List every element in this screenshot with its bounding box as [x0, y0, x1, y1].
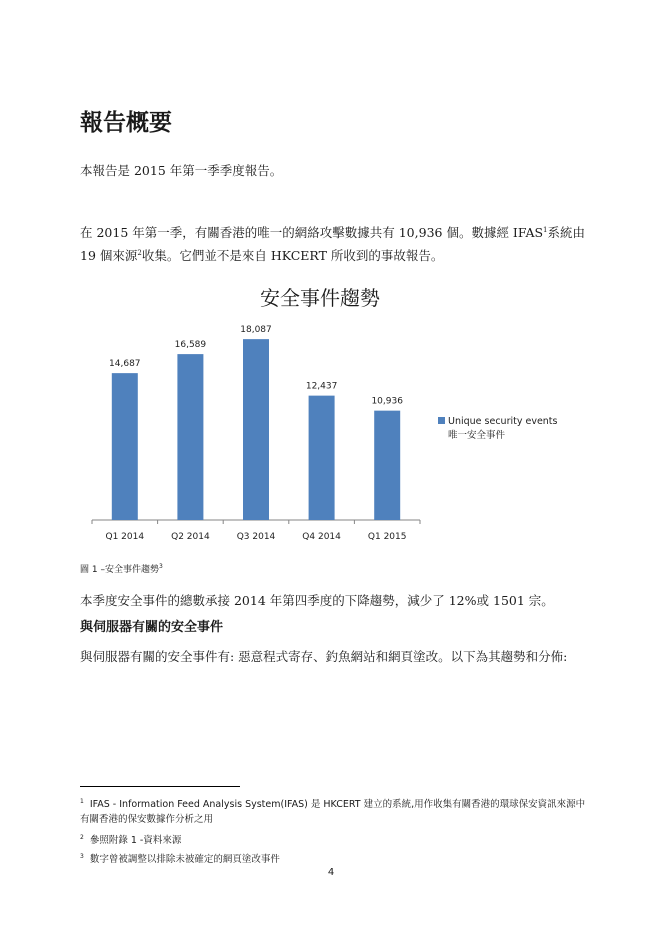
paragraph-text: 在 2015 年第一季，有關香港的唯一的網絡攻擊數據共有 10,936 個。數據經 IFAS	[80, 225, 544, 241]
x-tick-label: Q2 2014	[171, 532, 210, 542]
bar-value-label: 14,687	[109, 359, 141, 370]
footnote-ref: 3	[158, 563, 163, 570]
figure-caption	[80, 562, 163, 575]
intro-paragraph: 本報告是 2015 年第一季季度報告。	[80, 163, 283, 178]
footnote-ref: 1	[543, 226, 548, 234]
x-tick-label: Q4 2014	[302, 532, 341, 542]
paragraph-text: 收集。它們並不是來自 HKCERT 所收到的事故報告。	[141, 248, 444, 264]
legend-swatch	[438, 417, 445, 424]
chart-title: 安全事件趨勢	[260, 286, 380, 310]
chart-bar	[374, 411, 400, 520]
chart-bar	[112, 373, 138, 520]
subsection-heading: 與伺服器有關的安全事件	[80, 620, 224, 635]
bar-value-label: 10,936	[371, 396, 403, 407]
legend-label: Unique security events	[448, 416, 558, 427]
caption-text: 圖 1 –安全事件趨勢	[80, 565, 159, 575]
footnote-text: 數字曾被調整以排除未被確定的網頁塗改事件	[89, 854, 280, 866]
server-events-paragraph: 與伺服器有關的安全事件有: 惡意程式寄存、釣魚網站和網頁塗改。以下為其趨勢和分佈:	[80, 649, 568, 664]
footnote-1	[80, 794, 590, 827]
bar-value-label: 16,589	[174, 340, 207, 351]
bar-value-label: 12,437	[305, 381, 338, 392]
footnote-divider	[80, 786, 240, 787]
security-events-bar-chart	[80, 310, 580, 550]
footnote-3	[80, 849, 590, 867]
footnote-2	[80, 830, 590, 848]
footnote-text: 參照附錄 1 -資料來源	[89, 835, 182, 847]
x-tick-label: Q3 2014	[236, 532, 276, 542]
footnote-number: 2	[80, 834, 84, 841]
data-summary-paragraph	[80, 220, 590, 266]
x-tick-label: Q1 2015	[367, 532, 407, 542]
chart-bar	[309, 396, 335, 520]
footnote-number: 3	[80, 853, 84, 860]
chart-bar	[177, 354, 203, 520]
footnote-text: IFAS - Information Feed Analysis System(IFAS) 是 HKCERT 建立的系統,用作收集有關香港的環球保安資訊來源中有關香港的保安數據作分析之用	[80, 799, 586, 826]
footnote-ref: 2	[137, 249, 142, 258]
chart-bar	[243, 339, 269, 520]
legend-label: 唯一安全事件	[448, 430, 506, 441]
bar-value-label: 18,087	[240, 325, 272, 336]
paragraph-text: 系統由 19 個來源	[80, 225, 586, 264]
section-heading: 報告概要	[80, 110, 172, 136]
trend-paragraph: 本季度安全事件的總數承接 2014 年第四季度的下降趨勢，減少了 12%或 1501 宗。	[80, 593, 554, 608]
footnote-number: 1	[80, 798, 84, 805]
page-number: 4	[327, 867, 335, 878]
x-tick-label: Q1 2014	[105, 532, 145, 542]
